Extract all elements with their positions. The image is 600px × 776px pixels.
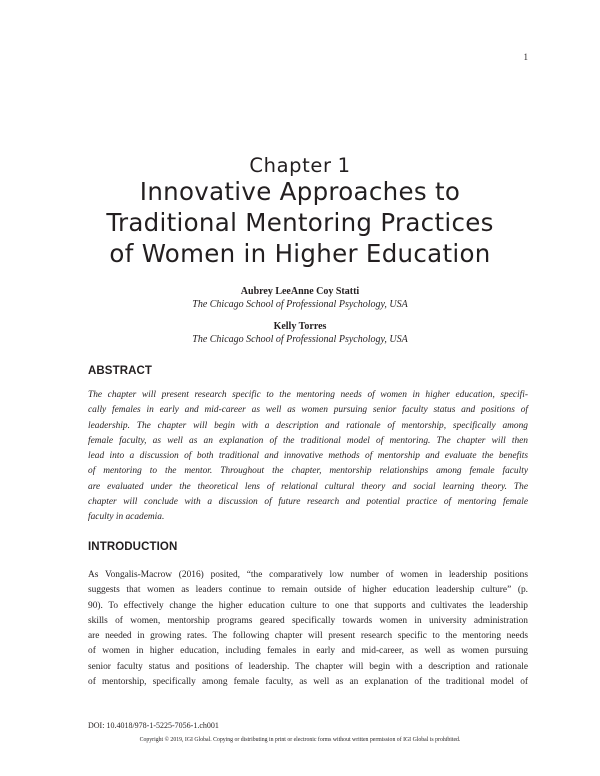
abstract-line: are evaluated under the theoretical lens of relational cultural theory and social learning theory. The bbox=[88, 481, 528, 492]
abstract-line: leadership. The chapter will begin with a description and rationale of mentorship, specifically among bbox=[88, 420, 528, 431]
body-line: 90). To effectively change the higher education culture to one that supports and cultivates the leadership bbox=[88, 600, 528, 611]
chapter-label bbox=[0, 154, 600, 177]
title-line: of Women in Higher Education bbox=[109, 239, 491, 268]
introduction-heading: INTRODUCTION bbox=[88, 541, 178, 553]
author-name: Kelly Torres bbox=[273, 321, 327, 332]
abstract-line: of mentoring to the mentor. Throughout the chapter, mentorship relationships among female faculty bbox=[88, 466, 528, 477]
title-line: Innovative Approaches to bbox=[139, 177, 461, 206]
body-line: senior faculty status and positions of leadership. The chapter will begin with a description and rationale bbox=[88, 661, 528, 672]
author-affiliation: The Chicago School of Professional Psychology, USA bbox=[192, 334, 408, 345]
abstract-line: chapter will conclude with a discussion of future research and potential practice of mentoring female bbox=[88, 497, 528, 508]
body-line: As Vongalis-Macrow (2016) posited, “the comparatively low number of women in leadership positions bbox=[88, 570, 528, 580]
chapter-word: Chapter bbox=[249, 154, 332, 177]
page-number: 1 bbox=[523, 52, 528, 62]
abstract-heading: ABSTRACT bbox=[88, 365, 153, 377]
body-line: skills of women, mentorship programs geared specifically towards women in university administration bbox=[88, 615, 528, 626]
author-affiliation: The Chicago School of Professional Psychology, USA bbox=[192, 299, 408, 310]
body-line: of women in higher education, including females in early and mid-career, as well as women pursuing bbox=[88, 646, 528, 657]
doi-line: DOI: 10.4018/978-1-5225-7056-1.ch001 bbox=[88, 721, 219, 730]
body-line: are needed in growing rates. The following chapter will present research specific to the mentoring needs bbox=[88, 631, 528, 642]
body-line: suggests that women as leaders continue to remain outside of higher education leadership culture” (p. bbox=[88, 585, 528, 596]
author-name: Aubrey LeeAnne Coy Statti bbox=[240, 286, 360, 297]
abstract-line: faculty in academia. bbox=[88, 512, 165, 523]
abstract-line: The chapter will present research specific to the mentoring needs of women in higher education, specifi- bbox=[88, 390, 528, 400]
introduction-text bbox=[88, 568, 528, 690]
chapter-number: 1 bbox=[337, 154, 351, 177]
author-block bbox=[0, 285, 600, 311]
abstract-line: cally females in early and mid-career as well as women pursuing senior faculty status and positions of bbox=[88, 405, 528, 416]
abstract-line: female faculty, as well as an explanation of the traditional model of mentoring. The chapter will then bbox=[88, 435, 528, 446]
abstract-line: lead into a discussion of both traditional and innovative methods of mentorship and evaluate the benefits bbox=[88, 451, 528, 462]
author-block bbox=[0, 320, 600, 346]
copyright-notice: Copyright © 2019, IGI Global. Copying or distributing in print or electronic forms without written permission of IGI Global is prohibited. bbox=[139, 737, 461, 743]
body-line: of mentorship, specifically among female faculty, as well as an explanation of the traditional model of bbox=[88, 677, 528, 688]
chapter-title bbox=[70, 176, 530, 269]
abstract-text bbox=[88, 388, 528, 526]
title-line: Traditional Mentoring Practices bbox=[106, 208, 494, 237]
